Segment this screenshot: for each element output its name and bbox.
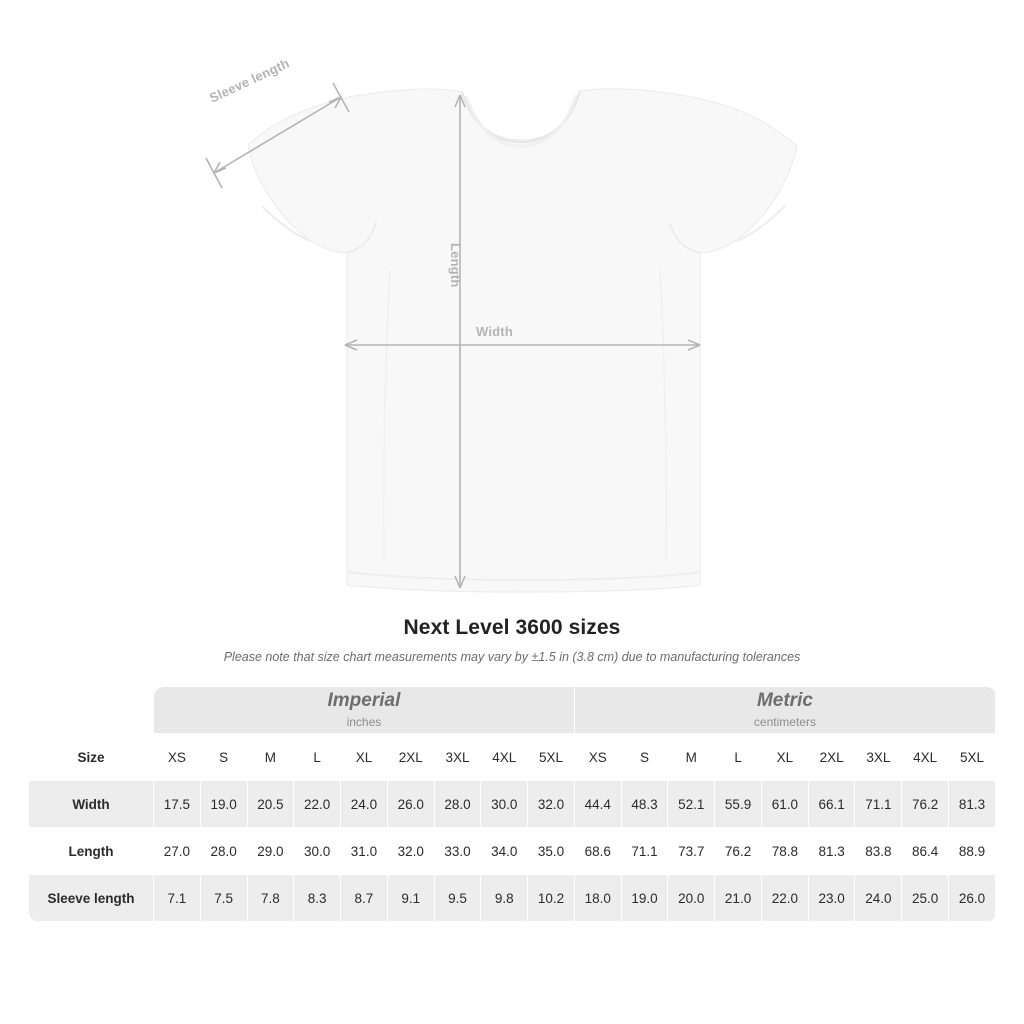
table-row [29,828,996,875]
size-header-row [29,734,996,781]
size-header-metric-xs: XS [574,734,621,781]
cell-width-metric-xs: 44.4 [574,781,621,828]
size-header-imperial-l: L [294,734,341,781]
cell-width-imperial-4xl: 30.0 [481,781,528,828]
cell-width-imperial-l: 22.0 [294,781,341,828]
table-corner-cell [29,687,154,734]
tolerance-note: Please note that size chart measurements may vary by ±1.5 in (3.8 cm) due to manufacturing tolerances [223,650,801,664]
cell-length-metric-l: 76.2 [715,828,762,875]
size-header-imperial-2xl: 2XL [387,734,434,781]
cell-width-metric-3xl: 71.1 [855,781,902,828]
cell-length-imperial-m: 29.0 [247,828,294,875]
cell-width-imperial-m: 20.5 [247,781,294,828]
row-label-length: Length [29,828,154,875]
unit-system-metric-name: Metric [756,690,813,712]
size-header-metric-xl: XL [761,734,808,781]
cell-length-imperial-2xl: 32.0 [387,828,434,875]
cell-sleeve-metric-5xl: 26.0 [949,875,996,922]
cell-length-imperial-3xl: 33.0 [434,828,481,875]
cell-width-metric-m: 52.1 [668,781,715,828]
cell-length-imperial-xs: 27.0 [154,828,201,875]
cell-sleeve-metric-2xl: 23.0 [808,875,855,922]
size-header-metric-4xl: 4XL [902,734,949,781]
cell-width-imperial-s: 19.0 [200,781,247,828]
unit-system-metric [574,687,995,734]
cell-length-metric-m: 73.7 [668,828,715,875]
cell-length-metric-s: 71.1 [621,828,668,875]
size-header-metric-l: L [715,734,762,781]
size-chart-body [29,687,996,922]
cell-length-metric-5xl: 88.9 [949,828,996,875]
cell-width-metric-xl: 61.0 [761,781,808,828]
cell-width-imperial-xs: 17.5 [154,781,201,828]
tshirt-body [248,89,797,592]
cell-sleeve-metric-l: 21.0 [715,875,762,922]
cell-length-metric-xl: 78.8 [761,828,808,875]
cell-sleeve-metric-xl: 22.0 [761,875,808,922]
cell-length-metric-2xl: 81.3 [808,828,855,875]
cell-sleeve-imperial-xs: 7.1 [154,875,201,922]
cell-sleeve-imperial-5xl: 10.2 [528,875,575,922]
cell-length-metric-xs: 68.6 [574,828,621,875]
size-chart-table [28,686,996,922]
title-block [0,616,1024,664]
cell-length-metric-3xl: 83.8 [855,828,902,875]
width-label: Width [476,324,513,339]
size-header-imperial-s: S [200,734,247,781]
cell-sleeve-imperial-s: 7.5 [200,875,247,922]
row-label-width: Width [29,781,154,828]
cell-width-imperial-2xl: 26.0 [387,781,434,828]
size-header-imperial-3xl: 3XL [434,734,481,781]
length-label: Length [448,243,463,288]
size-header-imperial-xl: XL [341,734,388,781]
page-title: Next Level 3600 sizes [403,616,621,639]
cell-width-metric-2xl: 66.1 [808,781,855,828]
cell-width-metric-s: 48.3 [621,781,668,828]
cell-length-metric-4xl: 86.4 [902,828,949,875]
size-header-metric-3xl: 3XL [855,734,902,781]
sleeve-length-label: Sleeve length [207,55,292,106]
size-table-wrap [0,686,1024,922]
unit-system-row [29,687,996,734]
cell-sleeve-imperial-m: 7.8 [247,875,294,922]
cell-length-imperial-4xl: 34.0 [481,828,528,875]
table-row [29,781,996,828]
size-header-imperial-m: M [247,734,294,781]
cell-width-imperial-5xl: 32.0 [528,781,575,828]
cell-length-imperial-l: 30.0 [294,828,341,875]
size-header-metric-5xl: 5XL [949,734,996,781]
unit-system-imperial [154,687,575,734]
cell-length-imperial-xl: 31.0 [341,828,388,875]
cell-sleeve-imperial-l: 8.3 [294,875,341,922]
cell-sleeve-imperial-4xl: 9.8 [481,875,528,922]
size-header-metric-m: M [668,734,715,781]
unit-system-imperial-unit: inches [346,714,382,729]
cell-sleeve-metric-4xl: 25.0 [902,875,949,922]
row-label-sleeve-length: Sleeve length [29,875,154,922]
cell-sleeve-imperial-xl: 8.7 [341,875,388,922]
size-header-imperial-xs: XS [154,734,201,781]
cell-length-imperial-5xl: 35.0 [528,828,575,875]
cell-width-metric-5xl: 81.3 [949,781,996,828]
cell-width-imperial-xl: 24.0 [341,781,388,828]
size-header-metric-s: S [621,734,668,781]
size-header-imperial-5xl: 5XL [528,734,575,781]
size-header-metric-2xl: 2XL [808,734,855,781]
unit-system-imperial-name: Imperial [327,690,401,712]
cell-sleeve-metric-3xl: 24.0 [855,875,902,922]
cell-sleeve-metric-xs: 18.0 [574,875,621,922]
cell-sleeve-imperial-3xl: 9.5 [434,875,481,922]
size-header-label: Size [29,734,154,781]
cell-width-imperial-3xl: 28.0 [434,781,481,828]
cell-sleeve-metric-s: 19.0 [621,875,668,922]
cell-width-metric-l: 55.9 [715,781,762,828]
size-header-imperial-4xl: 4XL [481,734,528,781]
cell-sleeve-imperial-2xl: 9.1 [387,875,434,922]
cell-width-metric-4xl: 76.2 [902,781,949,828]
unit-system-metric-unit: centimeters [753,714,816,729]
cell-sleeve-metric-m: 20.0 [668,875,715,922]
cell-length-imperial-s: 28.0 [200,828,247,875]
table-row [29,875,996,922]
